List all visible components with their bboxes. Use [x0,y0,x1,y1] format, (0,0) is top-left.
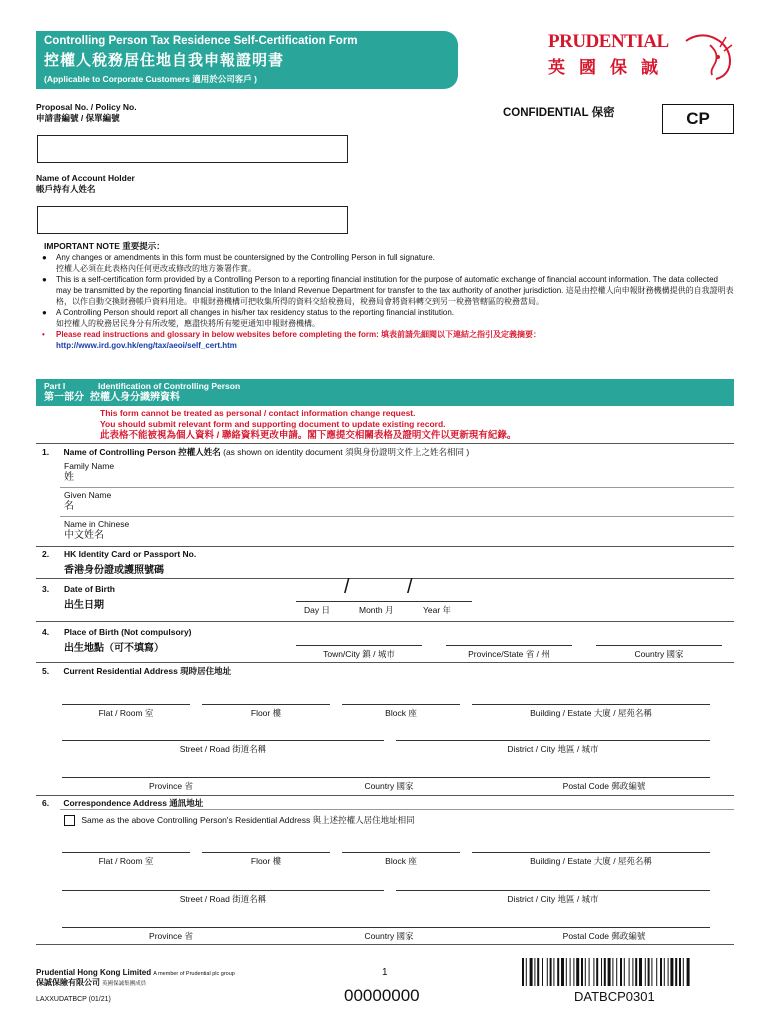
q1-label: Name of Controlling Person 控權人姓名 [63,447,221,457]
corr-postal-input[interactable] [498,927,710,928]
country-input[interactable] [596,645,722,646]
form-title-zh: 控權人稅務居住地自我申報證明書 [44,52,285,69]
note-item: ● A Controlling Person should report all changes in his/her tax residency status to the reporting financial institution. 如控權人的稅務居民身分有所改變，應盡快將所有變更通知申報財務機構。 [42,308,454,328]
part1-warning [100,408,516,441]
note-red-text: Please read instructions and glossary in below websites before completing the form: 填表前請先細閱以下連結之指引及定義摘要： [56,330,541,339]
note-item-en: This is a self-certification form provided by a Controlling Person to a reporting financial institution for the purpose of automatic exchange of financial account information. The data collected may be transmitted by the reporting financial institution to the Inland Revenue Department for transfer to the tax authority of another jurisdiction. [56,275,718,295]
q4-label-zh: 出生地點（可不填寫） [64,643,164,654]
divider [36,621,734,622]
res-building-input[interactable] [472,704,710,705]
divider [36,795,734,796]
family-name-label-en: Family Name [64,461,115,471]
corr-floor-input[interactable] [202,852,330,853]
note-item-zh: 控權人必須在此表格內任何更改或修改的地方簽署作實。 [56,264,256,273]
q4-label-en: Place of Birth (Not compulsory) [64,627,192,637]
res-flat-input[interactable] [62,704,190,705]
divider [36,443,734,444]
ird-link[interactable]: http://www.ird.gov.hk/eng/tax/aeoi/self_cert.htm [56,341,237,350]
warning-line: 此表格不能被視為個人資料 / 聯絡資料更改申請。閣下應提交相關表格及證明文件以更新現有紀錄。 [100,430,517,441]
town-label: Town/City 鎮 / 城市 [323,649,395,659]
corr-flat-input[interactable] [62,852,190,853]
res-province-input[interactable] [62,777,280,778]
q1-note: (as shown on identity document 須與身份證明文件上之姓名相同 ) [223,447,470,457]
flat-label: Flat / Room 室 [98,708,154,718]
divider [60,487,734,488]
block-label: Block 座 [385,708,417,718]
date-slash: / [407,576,413,598]
street-label: Street / Road 街道名稱 [179,894,267,904]
q4-row [42,627,192,654]
postal-code-label: Postal Code 郵政編號 [562,781,646,791]
barcode-text: DATBCP0301 [574,989,655,1004]
province-label: Province 省 [149,931,193,941]
q1-number: 1. [42,447,50,457]
header-banner [36,31,458,89]
floor-label: Floor 樓 [250,708,282,718]
country-label: Country 國家 [364,781,414,791]
province-state-label: Province/State 省 / 州 [468,649,550,659]
q6-row [42,797,203,809]
page-number: 1 [382,967,388,978]
logo-text-zh: 英國保誠 [548,58,672,77]
street-label: Street / Road 街道名稱 [179,744,267,754]
member-text: A member of Prudential plc group [153,971,235,977]
account-holder-label-en: Name of Account Holder [36,173,135,183]
flat-label: Flat / Room 室 [98,856,154,866]
proposal-label-en: Proposal No. / Policy No. [36,102,137,112]
note-item: ● Any changes or amendments in this form must be countersigned by the Controlling Person in full signature. 控權人必須在此表格內任何更改或修改的地方簽署作實。 [42,253,435,273]
q5-number: 5. [42,666,50,676]
province-input[interactable] [446,645,572,646]
corr-province-input[interactable] [62,927,280,928]
id-number-input[interactable] [230,548,734,576]
q3-row [42,584,115,611]
logo-text-en: PRUDENTIAL [548,31,669,52]
footer-company [36,968,235,1003]
same-address-checkbox[interactable] [64,815,75,826]
q5-row [42,665,231,677]
note-item-zh: 如控權人的稅務居民身分有所改變，應盡快將所有變更通知申報財務機構。 [56,319,320,328]
account-holder-label-zh: 帳戶持有人姓名 [36,184,96,194]
district-label: District / City 地區 / 城市 [507,894,599,904]
form-title-en: Controlling Person Tax Residence Self-Certification Form [44,35,358,47]
warning-line: This form cannot be treated as personal / contact information change request. [100,408,416,418]
part1-label-zh: 第一部分 [44,392,84,403]
important-note-title: IMPORTANT NOTE 重要提示： [44,241,165,251]
corr-district-input[interactable] [396,890,710,891]
dob-month-input[interactable] [356,583,408,601]
dob-year-input[interactable] [420,583,472,601]
divider [36,578,734,579]
q4-number: 4. [42,627,50,637]
month-label: Month 月 [359,605,394,615]
res-floor-input[interactable] [202,704,330,705]
given-name-input[interactable] [128,489,734,517]
q5-label: Current Residential Address 現時居住地址 [63,666,232,676]
note-red-item: • Please read instructions and glossary in below websites before completing the form: 填表前請先細閱以下連結之指引及定義摘要： http://www.ird.gov.hk/eng/tax/aeoi/self_cert.htm [42,330,541,350]
building-label: Building / Estate 大廈 / 屋苑名稱 [530,856,652,866]
warning-line: You should submit relevant form and supporting document to update existing record. [100,419,446,429]
res-district-input[interactable] [396,740,710,741]
divider [36,662,734,663]
account-holder-input[interactable] [37,206,348,234]
part1-title-en: Identification of Controlling Person [98,381,241,391]
divider [36,944,734,945]
given-name-label-en: Given Name [64,490,112,500]
divider [36,546,734,547]
note-item: ● This is a self-certification form provided by a Controlling Person to a reporting financial institution for the purpose of automatic exchange of financial account information. The data collected may be transmitted by the reporting financial institution to the Inland Revenue Department for transfer to the tax authority of another jurisdiction. 這是由控權人向申報財務機構提供的自我證明表格，以作自動交換財務帳戶資料用途。申報財務機構可把收集所得的資料交給稅務局，稅務局會將資料轉交到另一稅務管轄區的稅務當局。 [42,275,734,306]
family-name-label [64,461,114,483]
document-number: 00000000 [344,986,420,1005]
corr-country-input[interactable] [280,927,498,928]
note-item-zh: 這是由控權人向申報財務機構提供的自我證明表格，以作自動交換財務帳戶資料用途。申報財務機構可把收集所得的資料交給稅務局，稅務局會將資料轉交到另一稅務管轄區的稅務當局。 [56,286,734,306]
corr-block-input[interactable] [342,852,460,853]
proposal-number-input[interactable] [37,135,348,163]
same-address-row [64,814,415,826]
date-slash: / [344,576,350,598]
q1-row [42,446,469,458]
res-block-input[interactable] [342,704,460,705]
q3-label-en: Date of Birth [64,584,115,594]
part1-title-zh: 控權人身分識辨資料 [90,392,180,403]
family-name-input[interactable] [128,460,734,488]
part1-label-en: Part I [44,381,66,391]
chinese-name-label-zh: 中文姓名 [64,530,104,541]
form-reference: LAXXUDATBCP (01/21) [36,996,111,1003]
town-input[interactable] [296,645,422,646]
res-country-input[interactable] [280,777,498,778]
res-street-input[interactable] [62,740,384,741]
given-name-label [64,490,111,512]
barcode-icon [522,958,732,990]
form-code-box: CP [662,104,734,134]
q3-label-zh: 出生日期 [64,600,104,611]
note-item-en: A Controlling Person should report all changes in his/her tax residency status to the reporting financial institution. [56,308,454,317]
corr-building-input[interactable] [472,852,710,853]
member-text-zh: 英國保誠集團成員 [102,981,147,987]
day-label: Day 日 [304,605,330,615]
q2-number: 2. [42,549,50,559]
district-label: District / City 地區 / 城市 [507,744,599,754]
divider [60,516,734,517]
given-name-label-zh: 名 [64,501,74,512]
q2-row [42,549,197,576]
province-label: Province 省 [149,781,193,791]
postal-code-label: Postal Code 郵政編號 [562,931,646,941]
note-item-en: Any changes or amendments in this form must be countersigned by the Controlling Person in full signature. [56,253,435,262]
building-label: Building / Estate 大廈 / 屋苑名稱 [530,708,652,718]
company-name-en: Prudential Hong Kong Limited [36,968,152,977]
q2-label-en: HK Identity Card or Passport No. [64,549,197,559]
res-postal-input[interactable] [498,777,710,778]
country-label: Country 國家 [364,931,414,941]
proposal-label-zh: 申請書編號 / 保單編號 [36,113,120,123]
prudential-logo [548,31,738,91]
corr-street-input[interactable] [62,890,384,891]
q2-label-zh: 香港身份證或護照號碼 [64,565,164,576]
q6-label: Correspondence Address 通訊地址 [63,798,204,808]
floor-label: Floor 樓 [250,856,282,866]
form-subtitle: (Applicable to Corporate Customers 適用於公司客戶 ) [44,74,257,84]
divider [60,809,734,810]
country-label: Country 國家 [634,649,684,659]
chinese-name-label-en: Name in Chinese [64,519,130,529]
chinese-name-input[interactable] [140,518,734,546]
proposal-label [36,102,137,124]
family-name-label-zh: 姓 [64,472,74,483]
prudence-head-icon [680,31,736,83]
confidential-label: CONFIDENTIAL 保密 [503,107,615,119]
year-label: Year 年 [423,605,452,615]
company-name-zh: 保誠保險有限公司 [36,978,100,987]
account-holder-label [36,173,135,195]
part1-header [36,379,734,406]
chinese-name-label [64,519,129,541]
important-note [36,241,734,351]
dob-underline [296,601,472,602]
q3-number: 3. [42,584,50,594]
dob-day-input[interactable] [296,583,348,601]
block-label: Block 座 [385,856,417,866]
same-address-label: Same as the above Controlling Person's Residential Address 與上述控權人居住地址相同 [81,815,415,825]
q6-number: 6. [42,798,50,808]
